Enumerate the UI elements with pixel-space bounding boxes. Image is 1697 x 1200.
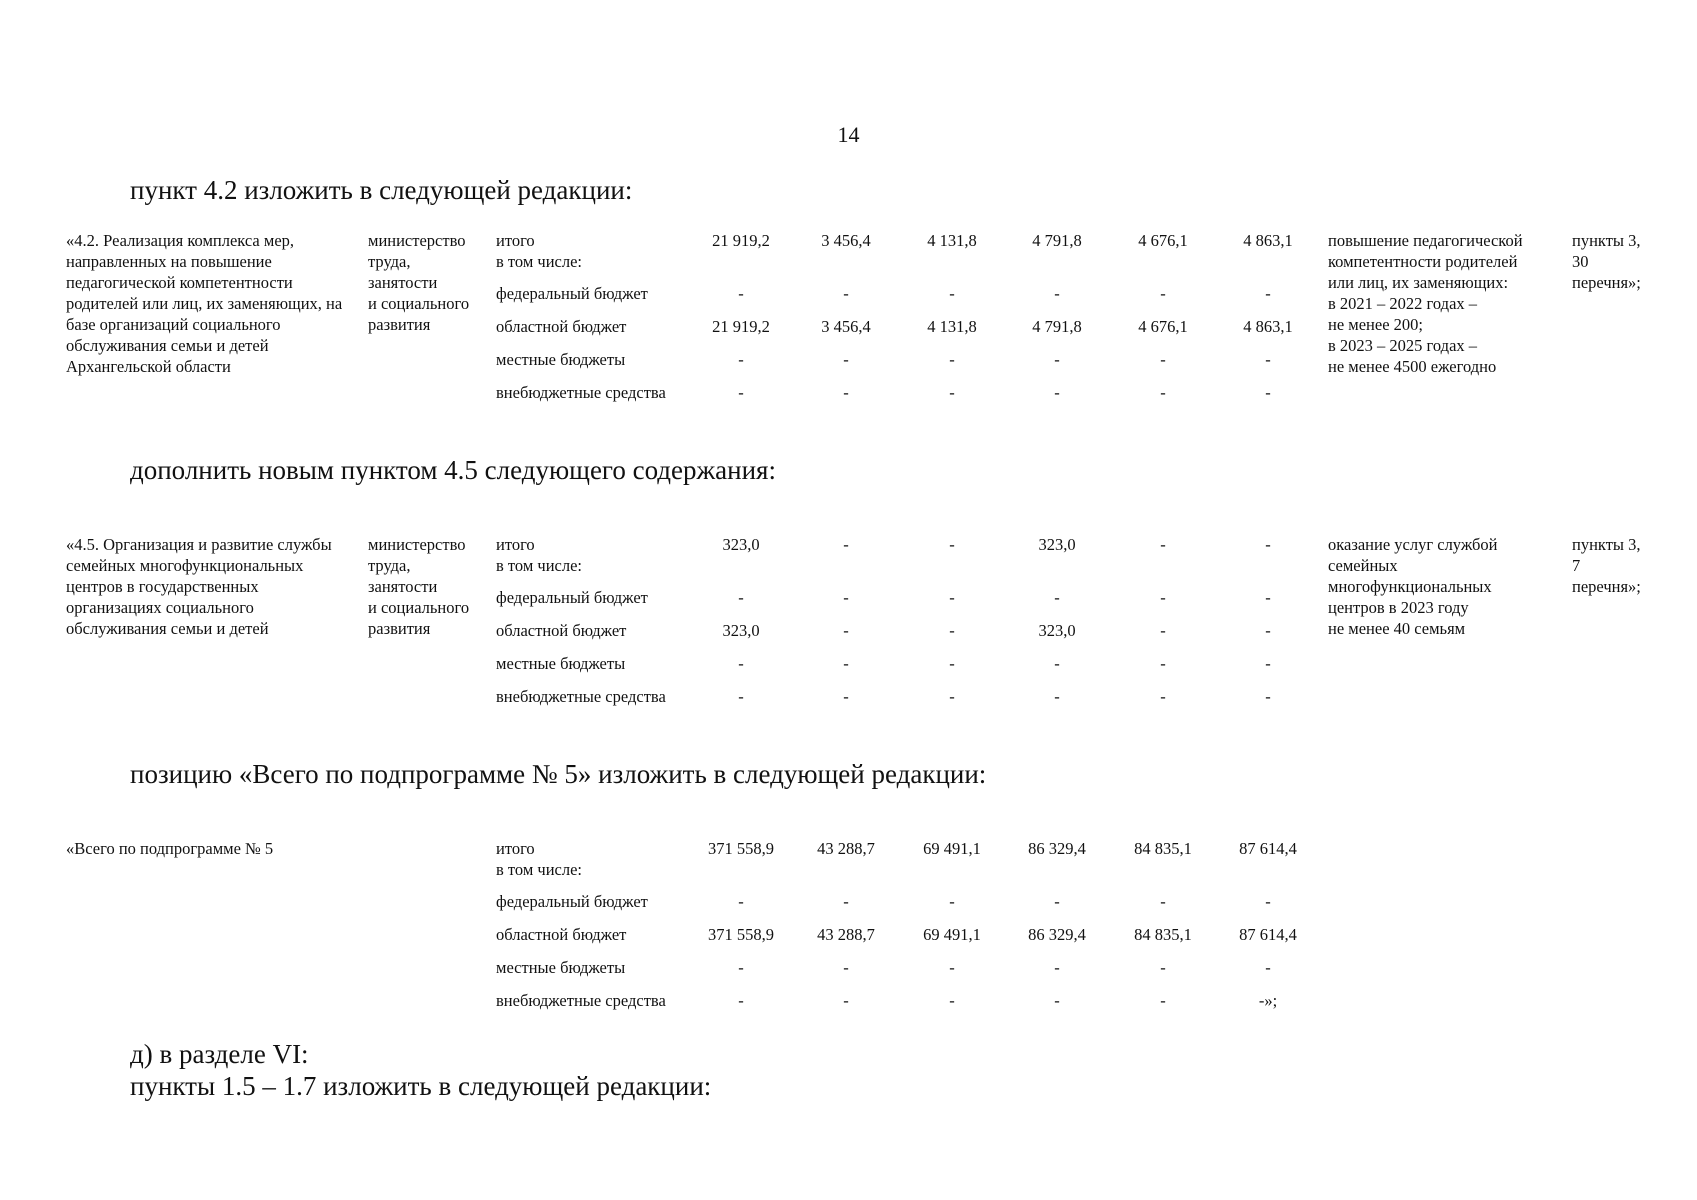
item-4-2-responsible [368,230,498,335]
source-incl-label: в том числе: [496,252,583,271]
value-cell: - [738,350,744,369]
value-cell: - [738,991,744,1010]
value-cell: - [1054,588,1060,607]
value-cell: - [1265,892,1271,911]
item-4-5-block [66,534,1666,714]
value-cell: - [843,991,849,1010]
value-cell: - [1054,687,1060,706]
value-cell: - [1160,284,1166,303]
source-local: местные бюджеты [496,654,626,673]
value-cell: 4 676,1 [1138,317,1188,336]
value-cell: - [1054,350,1060,369]
value-cell: - [738,284,744,303]
page-number: 14 [837,122,860,147]
value-cell: 4 131,8 [927,317,977,336]
value-cell: 43 288,7 [817,839,875,858]
source-federal: федеральный бюджет [496,892,648,911]
item-4-2-description: «4.2. Реализация комплекса мер, направленных на повышение педагогической компетентности родителей или лиц, их заменяющих, на базе организаций социального обслуживания семьи и детей Архангельской области [66,231,343,376]
value-cell: 43 288,7 [817,925,875,944]
source-total [496,230,716,272]
result-line: семейных [1328,556,1398,575]
heading-item-4-5: дополнить новым пунктом 4.5 следующего содержания: [130,455,776,485]
item-4-5-description: «4.5. Организация и развитие службы семейных многофункциональных центров в государственных организациях социального обслуживания семьи и детей [66,535,332,638]
value-cell: 323,0 [1038,535,1076,554]
source-extra: внебюджетные средства [496,991,666,1010]
value-cell: - [1160,892,1166,911]
value-cell: -»; [1258,991,1278,1010]
value-cell: - [843,892,849,911]
value-cell: - [949,350,955,369]
responsible-line: труда, [368,252,411,271]
item-4-5-responsible [368,534,498,639]
value-cell: - [843,284,849,303]
result-line: не менее 4500 ежегодно [1328,357,1497,376]
responsible-line: занятости [368,577,438,596]
result-line: компетентности родителей [1328,252,1518,271]
source-total-label: итого [496,535,535,554]
value-cell: 323,0 [722,621,760,640]
value-cell: - [1054,958,1060,977]
responsible-line: и социального [368,294,470,313]
value-cell: 69 491,1 [923,839,981,858]
value-cell: 21 919,2 [712,317,770,336]
value-cell: 323,0 [722,535,760,554]
result-line: центров в 2023 году [1328,598,1469,617]
value-cell: - [949,687,955,706]
responsible-line: министерство [368,535,466,554]
value-cell: - [1265,350,1271,369]
value-cell: - [1160,991,1166,1010]
source-incl-label: в том числе: [496,556,583,575]
source-total [496,534,716,576]
result-line: повышение педагогической [1328,231,1523,250]
result-line: в 2021 – 2022 годах – [1328,294,1478,313]
value-cell: 3 456,4 [821,231,871,250]
result-line: в 2023 – 2025 годах – [1328,336,1478,355]
refs-line: 7 [1572,556,1581,575]
source-local: местные бюджеты [496,958,626,977]
value-cell: 84 835,1 [1134,839,1192,858]
value-cell: 4 676,1 [1138,231,1188,250]
item-4-2-block [66,230,1666,410]
source-total-label: итого [496,231,535,250]
value-cell: - [1054,383,1060,402]
value-cell: - [1265,284,1271,303]
value-cell: - [1265,654,1271,673]
source-federal: федеральный бюджет [496,284,648,303]
value-cell: 371 558,9 [708,925,774,944]
value-cell: - [738,958,744,977]
value-cell: - [949,383,955,402]
value-cell: - [1160,588,1166,607]
value-cell: - [1160,383,1166,402]
value-cell: 87 614,4 [1239,925,1297,944]
source-local: местные бюджеты [496,350,626,369]
heading-items-1-5-1-7: пункты 1.5 – 1.7 изложить в следующей редакции: [130,1071,712,1101]
responsible-line: и социального [368,598,470,617]
responsible-line: развития [368,619,431,638]
value-cell: 323,0 [1038,621,1076,640]
value-cell: - [843,588,849,607]
value-cell: - [1265,383,1271,402]
value-cell: - [738,687,744,706]
value-cell: 4 791,8 [1032,231,1082,250]
value-cell: - [1054,284,1060,303]
value-cell: 371 558,9 [708,839,774,858]
value-cell: 4 791,8 [1032,317,1082,336]
result-line: не менее 40 семьям [1328,619,1466,638]
refs-line: перечня»; [1572,273,1641,292]
result-line: или лиц, их заменяющих: [1328,273,1509,292]
value-cell: - [843,654,849,673]
value-cell: - [1265,621,1271,640]
value-cell: 86 329,4 [1028,839,1086,858]
source-federal: федеральный бюджет [496,588,648,607]
value-cell: - [949,284,955,303]
value-cell: 69 491,1 [923,925,981,944]
source-regional: областной бюджет [496,925,627,944]
value-cell: - [949,654,955,673]
value-cell: - [843,687,849,706]
value-cell: - [1054,991,1060,1010]
total-5-description: «Всего по подпрограмме № 5 [66,839,274,858]
value-cell: - [1054,892,1060,911]
value-cell: - [1265,958,1271,977]
value-cell: - [1160,654,1166,673]
value-cell: - [738,383,744,402]
value-cell: - [738,892,744,911]
value-cell: - [1160,687,1166,706]
refs-line: пункты 3, [1572,535,1641,554]
item-4-2-refs [1572,230,1662,293]
result-line: не менее 200; [1328,315,1423,334]
value-cell: - [1160,621,1166,640]
value-cell: - [843,958,849,977]
value-cell: - [949,588,955,607]
value-cell: 3 456,4 [821,317,871,336]
item-4-5-result [1328,534,1568,639]
value-cell: 4 131,8 [927,231,977,250]
result-line: оказание услуг службой [1328,535,1498,554]
responsible-line: развития [368,315,431,334]
source-regional: областной бюджет [496,621,627,640]
value-cell: - [1160,958,1166,977]
responsible-line: труда, [368,556,411,575]
refs-line: 30 [1572,252,1589,271]
value-cell: - [843,621,849,640]
value-cell: - [949,958,955,977]
value-cell: - [1265,535,1271,554]
value-cell: - [738,654,744,673]
value-cell: 21 919,2 [712,231,770,250]
value-cell: 87 614,4 [1239,839,1297,858]
value-cell: - [843,350,849,369]
responsible-line: министерство [368,231,466,250]
value-cell: - [949,892,955,911]
value-cell: - [949,535,955,554]
value-cell: 4 863,1 [1243,231,1293,250]
item-4-2-result [1328,230,1568,377]
responsible-line: занятости [368,273,438,292]
value-cell: - [1265,687,1271,706]
total-5-block [66,838,1666,1018]
value-cell: - [949,621,955,640]
value-cell: - [843,383,849,402]
refs-line: пункты 3, [1572,231,1641,250]
source-regional: областной бюджет [496,317,627,336]
value-cell: - [738,588,744,607]
value-cell: 4 863,1 [1243,317,1293,336]
source-incl-label: в том числе: [496,860,583,879]
value-cell: 84 835,1 [1134,925,1192,944]
source-total-label: итого [496,839,535,858]
value-cell: - [1265,588,1271,607]
value-cell: - [1160,535,1166,554]
source-extra: внебюджетные средства [496,687,666,706]
value-cell: - [843,535,849,554]
heading-total-5: позицию «Всего по подпрограмме № 5» изложить в следующей редакции: [130,759,987,789]
refs-line: перечня»; [1572,577,1641,596]
value-cell: - [1160,350,1166,369]
source-extra: внебюджетные средства [496,383,666,402]
heading-item-4-2: пункт 4.2 изложить в следующей редакции: [130,175,633,205]
heading-section-d: д) в разделе VI: [130,1039,309,1069]
value-cell: - [1054,654,1060,673]
value-cell: 86 329,4 [1028,925,1086,944]
item-4-5-refs [1572,534,1662,597]
result-line: многофункциональных [1328,577,1492,596]
value-cell: - [949,991,955,1010]
source-total [496,838,716,880]
